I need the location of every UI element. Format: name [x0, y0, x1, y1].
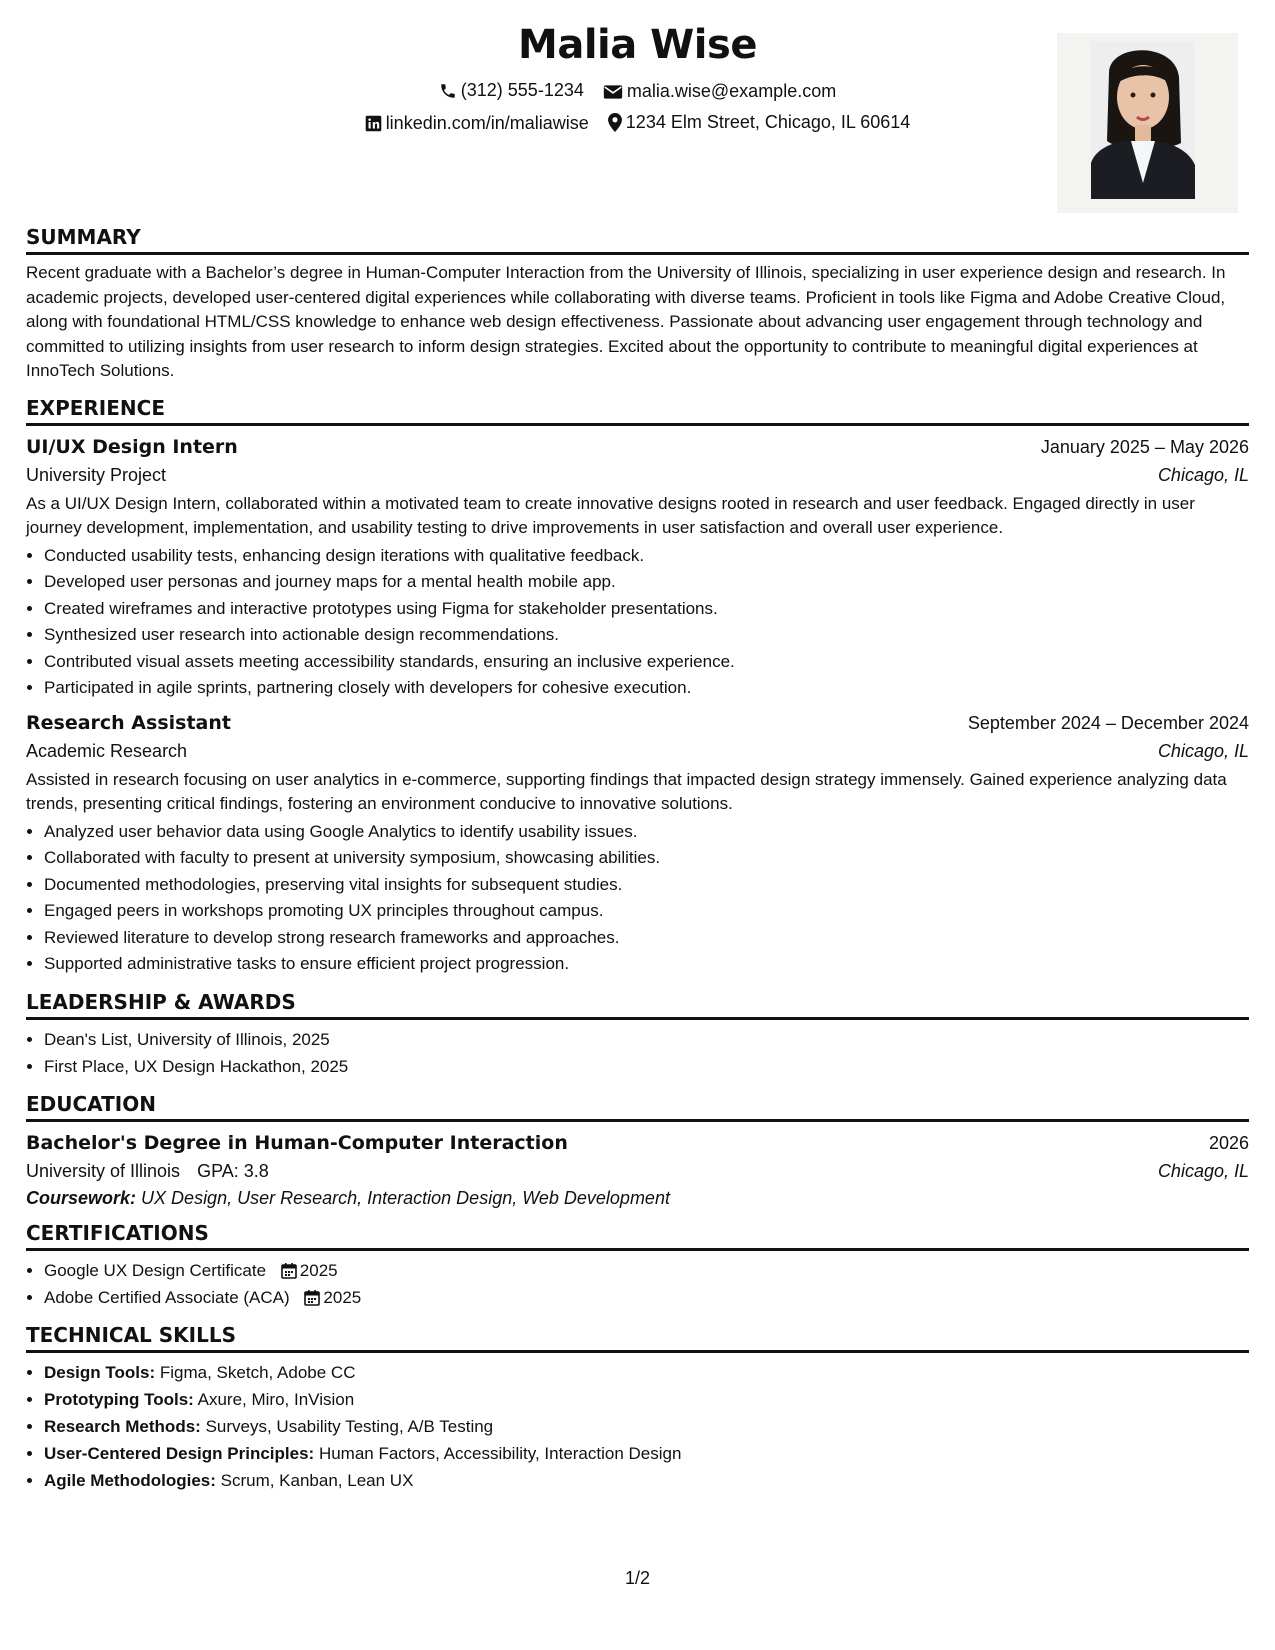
- certifications-list: [26, 1257, 1249, 1311]
- resume-header: [26, 20, 1249, 225]
- job-organization: University Project: [26, 464, 167, 485]
- list-item: [44, 1284, 1249, 1311]
- envelope-icon: [603, 84, 623, 100]
- list-item: • Dean's List, University of Illinois, 2025: [44, 1026, 1249, 1053]
- list-item: • Reviewed literature to develop strong research frameworks and approaches.: [44, 925, 1249, 952]
- skill-label: User-Centered Design Principles:: [44, 1443, 315, 1463]
- resume-page: [26, 20, 1249, 1506]
- calendar-icon: [281, 1262, 297, 1279]
- list-item: [44, 1257, 1249, 1284]
- certification-name: Adobe Certified Associate (ACA): [44, 1287, 290, 1307]
- list-item: [44, 1440, 1249, 1467]
- list-item: • Created wireframes and interactive prototypes using Figma for stakeholder presentations.: [44, 596, 1249, 623]
- certifications-section: [26, 1221, 1249, 1311]
- candidate-name: Malia Wise: [518, 22, 757, 68]
- skill-label: Research Methods:: [44, 1416, 201, 1436]
- skills-list: [26, 1359, 1249, 1494]
- section-title-leadership: LEADERSHIP & AWARDS: [26, 990, 1249, 1020]
- job-dates: September 2024 – December 2024: [967, 712, 1249, 733]
- job-entry: [26, 436, 1249, 702]
- section-title-experience: EXPERIENCE: [26, 396, 1249, 426]
- list-item: • First Place, UX Design Hackathon, 2025: [44, 1053, 1249, 1080]
- list-item: [44, 1359, 1249, 1386]
- education-section: [26, 1092, 1249, 1209]
- graduation-year: 2026: [1208, 1132, 1249, 1153]
- summary-section: [26, 225, 1249, 384]
- list-item: • Documented methodologies, preserving vital insights for subsequent studies.: [44, 872, 1249, 899]
- contact-email[interactable]: [603, 81, 836, 102]
- section-title-summary: SUMMARY: [26, 225, 1249, 255]
- contact-phone: [439, 80, 584, 101]
- linkedin-icon: [365, 115, 382, 132]
- job-title: UI/UX Design Intern: [26, 435, 238, 458]
- school-location: Chicago, IL: [1157, 1160, 1249, 1181]
- school-name: University of Illinois: [26, 1160, 181, 1181]
- job-description: Assisted in research focusing on user analytics in e-commerce, supporting findings that impacted design strategy immensely. Gained experience analyzing data trends, presenting critical findings, fostering an environment conducive to innovative solutions.: [26, 769, 1227, 813]
- job-description: As a UI/UX Design Intern, collaborated within a motivated team to create innovative designs rooted in research and user feedback. Engaged directly in user journey development, implementation, and usability testing to drive improvements in user satisfaction and overall user experience.: [26, 493, 1195, 537]
- list-item: • Collaborated with faculty to present at university symposium, showcasing abilities.: [44, 845, 1249, 872]
- job-bullets: [26, 543, 1249, 702]
- list-item: • Supported administrative tasks to ensure efficient project progression.: [44, 951, 1249, 978]
- job-title: Research Assistant: [26, 711, 231, 734]
- certification-year: 2025: [323, 1287, 362, 1307]
- skill-label: Design Tools:: [44, 1362, 156, 1382]
- map-pin-icon: [608, 113, 622, 132]
- certification-name: Google UX Design Certificate: [44, 1260, 267, 1280]
- phone-icon: [439, 82, 457, 100]
- list-item: • Contributed visual assets meeting accessibility standards, ensuring an inclusive experience.: [44, 649, 1249, 676]
- section-title-certifications: CERTIFICATIONS: [26, 1221, 1249, 1251]
- list-item: [44, 1386, 1249, 1413]
- list-item: • Engaged peers in workshops promoting UX principles throughout campus.: [44, 898, 1249, 925]
- list-item: • Conducted usability tests, enhancing design iterations with qualitative feedback.: [44, 543, 1249, 570]
- job-organization: Academic Research: [26, 740, 188, 761]
- summary-text: Recent graduate with a Bachelor’s degree in Human-Computer Interaction from the University of Illinois, specializing in user experience design and research. In academic projects, developed user-centered digital experiences while collaborating with diverse teams. Proficient in tools like Figma and Adobe Creative Cloud, along with foundational HTML/CSS knowledge to enhance web design effectiveness. Passionate about advancing user engagement through technology and committed to utilizing insights from user research to inform design strategies. Excited about the opportunity to contribute to meaningful digital experiences at InnoTech Solutions.: [26, 263, 1226, 380]
- coursework-list: UX Design, User Research, Interaction Design, Web Development: [141, 1187, 670, 1208]
- phone-text: (312) 555-1234: [460, 80, 584, 100]
- section-title-skills: TECHNICAL SKILLS: [26, 1323, 1249, 1353]
- skill-label: Prototyping Tools:: [44, 1389, 194, 1409]
- skill-value: Figma, Sketch, Adobe CC: [159, 1362, 356, 1382]
- job-entry: [26, 712, 1249, 978]
- skill-value: Axure, Miro, InVision: [197, 1389, 355, 1409]
- skill-value: Human Factors, Accessibility, Interaction Design: [318, 1443, 682, 1463]
- contact-address: [608, 112, 911, 133]
- calendar-icon: [304, 1289, 320, 1306]
- list-item: [44, 1467, 1249, 1494]
- list-item: [44, 1413, 1249, 1440]
- linkedin-link[interactable]: linkedin.com/in/maliawise: [385, 113, 589, 133]
- skill-label: Agile Methodologies:: [44, 1470, 216, 1490]
- email-link[interactable]: malia.wise@example.com: [626, 81, 837, 101]
- experience-section: [26, 396, 1249, 978]
- contact-linkedin[interactable]: [365, 113, 589, 134]
- address-text: 1234 Elm Street, Chicago, IL 60614: [625, 112, 911, 132]
- skill-value: Scrum, Kanban, Lean UX: [220, 1470, 414, 1490]
- leadership-section: [26, 990, 1249, 1080]
- leadership-list: [26, 1026, 1249, 1080]
- coursework-label: Coursework:: [26, 1187, 137, 1208]
- certification-year: 2025: [299, 1260, 338, 1280]
- coursework: [26, 1188, 1249, 1209]
- page-number: 1/2: [624, 1568, 651, 1588]
- list-item: • Participated in agile sprints, partnering closely with developers for cohesive execution.: [44, 675, 1249, 702]
- job-location: Chicago, IL: [1157, 740, 1249, 761]
- degree-title: Bachelor's Degree in Human-Computer Interaction: [26, 1131, 568, 1154]
- list-item: • Synthesized user research into actionable design recommendations.: [44, 622, 1249, 649]
- gpa: GPA: 3.8: [197, 1160, 269, 1181]
- job-dates: January 2025 – May 2026: [1040, 436, 1249, 457]
- list-item: • Developed user personas and journey maps for a mental health mobile app.: [44, 569, 1249, 596]
- section-title-education: EDUCATION: [26, 1092, 1249, 1122]
- skills-section: [26, 1323, 1249, 1494]
- job-location: Chicago, IL: [1157, 464, 1249, 485]
- skill-value: Surveys, Usability Testing, A/B Testing: [205, 1416, 494, 1436]
- list-item: • Analyzed user behavior data using Google Analytics to identify usability issues.: [44, 819, 1249, 846]
- job-bullets: [26, 819, 1249, 978]
- profile-photo: [1057, 33, 1238, 213]
